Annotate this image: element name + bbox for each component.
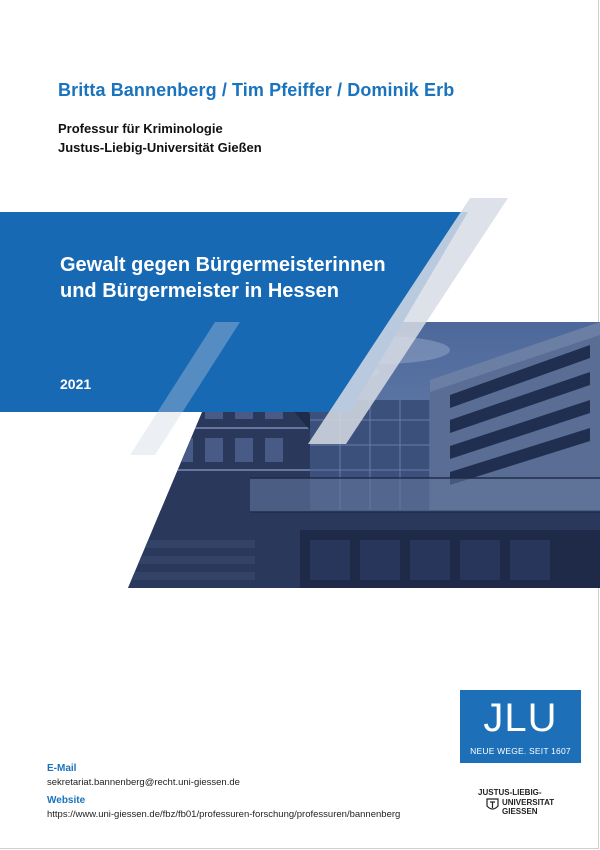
authors: Britta Bannenberg / Tim Pfeiffer / Dominik Erb [58,80,455,100]
university-seal-icon [486,798,499,812]
title-line-2: und Bürgermeister in Hessen [60,280,339,302]
email-link[interactable]: sekretariat.bannenberg@recht.uni-giessen.de [47,777,240,788]
wordmark-line-2: UNIVERSITAT [502,798,555,807]
university-wordmark [478,788,568,816]
jlu-logo [460,690,581,763]
title-line-1: Gewalt gegen Bürgermeisterinnen [60,254,386,276]
institution-line-1: Professur für Kriminologie [58,121,223,136]
website-link[interactable]: https://www.uni-giessen.de/fbz/fb01/professuren-forschung/professuren/bannenberg [47,809,401,820]
wordmark-line-1: JUSTUS-LIEBIG- [478,788,542,797]
email-label: E-Mail [47,763,77,774]
institution-line-2: Justus-Liebig-Universität Gießen [58,140,262,155]
year: 2021 [60,376,92,392]
document-title [60,252,480,304]
wordmark-line-3: GIESSEN [502,807,538,816]
website-label: Website [47,795,86,806]
jlu-logo-mark: JLU [483,696,558,740]
jlu-logo-tagline: NEUE WEGE. SEIT 1607 [470,746,571,756]
